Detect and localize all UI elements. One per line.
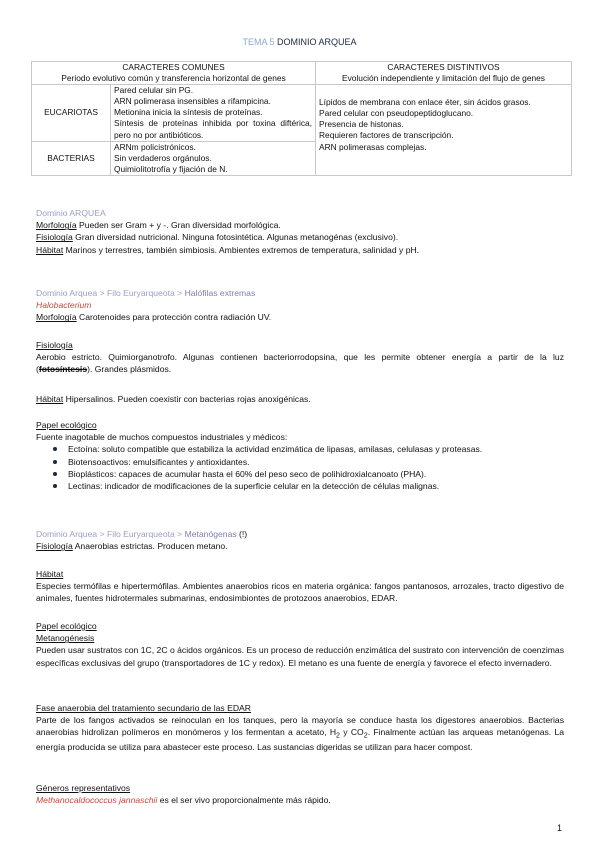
generos-label: Géneros representativos bbox=[36, 783, 131, 793]
header-common-subtitle: Periodo evolutivo común y transferencia horizontal de genes bbox=[61, 73, 286, 84]
papel-label: Papel ecológico bbox=[36, 420, 97, 430]
section-breadcrumb bbox=[36, 528, 564, 540]
fase-text-a: Parte de los fangos activados se reinoculan en los tanques, pero la mayoría se conduce hasta los digestores anaerobios. Bacterias anaerobias hidrolizan polímeros en monómeros y los fermentan a acetato, H bbox=[36, 715, 564, 738]
metanogenas-edar bbox=[36, 702, 564, 754]
trait-line: Quimiolitotrofía y fijación de N. bbox=[114, 163, 228, 174]
papel-text: Fuente inagotable de muchos compuestos industriales y médicos: bbox=[36, 432, 288, 443]
fisiologia-label: Fisiología bbox=[36, 340, 73, 350]
subscript: 2 bbox=[336, 732, 341, 741]
morfologia-line bbox=[36, 311, 564, 323]
trait-line: Síntesis de proteínas inhibida por toxina diftérica, pero no por antibióticos. bbox=[114, 118, 312, 140]
fase-text bbox=[36, 714, 564, 753]
habitat-text: Especies termófilas e hipertermófilas. Ambientes anaerobios ricos en materia orgánica: fangos pantanosos, arrozales, tracto digestivo de animales, fuentes hidrotermales submarinas, endosimbiontes de protozoos anaerobios, EDAR. bbox=[36, 581, 564, 604]
struck-word: fotosíntesis bbox=[38, 364, 88, 375]
halofilas-papel bbox=[36, 419, 564, 492]
generos-text bbox=[36, 794, 564, 806]
row-label-eucariotas: EUCARIOTAS bbox=[32, 85, 111, 141]
trait-line: Metionina inicia la síntesis de proteínas. bbox=[114, 107, 263, 118]
metanogenesis-text: Pueden usar sustratos con 1C, 2C o ácidos orgánicos. Es un proceso de reducción enzimática del sustrato con intervención de coenzimas específicas exclusivas del grupo (transportadores de 1C y redox). El metano es una fuente de energía y favorece el efecto invernadero. bbox=[36, 645, 564, 668]
header-common bbox=[32, 62, 316, 85]
morfologia-label: Morfología bbox=[36, 312, 77, 323]
list-item: Bioplásticos: capaces de acumular hasta el 60% del peso seco de polihidroxialcanoato (PHA). bbox=[53, 468, 564, 480]
species-name: Methanocaldococcus jannaschii bbox=[36, 795, 158, 806]
fisiologia-line bbox=[36, 231, 564, 243]
generos-text-body: es el ser vivo proporcionalmente más rápido. bbox=[157, 795, 331, 806]
fisiologia-text-a: Aerobio estricto. Quimiorganotrofo. Algunas contienen bacteriorrodopsina, que les permite obtener energía a partir de la luz ( bbox=[36, 352, 564, 375]
section-metanogenas bbox=[36, 528, 564, 552]
trait-line: Requieren factores de transcripción. bbox=[319, 130, 454, 141]
habitat-label: Hábitat bbox=[36, 394, 64, 404]
row-label-bacterias: BACTERIAS bbox=[32, 141, 111, 175]
fisiologia-line bbox=[36, 540, 564, 552]
papel-label: Papel ecológico bbox=[36, 621, 97, 631]
header-common-title: CARACTERES COMUNES bbox=[122, 62, 225, 72]
header-distinct-title: CARACTERES DISTINTIVOS bbox=[387, 62, 500, 72]
trait-line: ARNm policistrónicos. bbox=[114, 141, 196, 152]
fase-label: Fase anaerobia del tratamiento secundario de las EDAR bbox=[36, 703, 251, 713]
fisiologia-text: Anaerobias estrictas. Producen metano. bbox=[72, 541, 228, 552]
habitat-text: Hipersalinos. Pueden coexistir con bacterias rojas anoxigénicas. bbox=[63, 394, 311, 404]
habitat-text: Marinos y terrestres, también simbiosis. Ambientes extremos de temperatura, salinidad y pH. bbox=[63, 244, 420, 255]
morfologia-text: Pueden ser Gram + y -. Gran diversidad morfológica. bbox=[76, 220, 281, 231]
breadcrumb-current: Metanógenas bbox=[184, 529, 237, 539]
trait-line: ARN polimerasas complejas. bbox=[319, 141, 427, 152]
distinct-traits bbox=[316, 85, 572, 176]
breadcrumb-path: Dominio Arquea > Filo Euryarqueota > bbox=[36, 288, 185, 298]
fisiologia-label: Fisiología bbox=[36, 541, 73, 552]
bacterias-traits bbox=[111, 141, 316, 175]
fase-text-c: . Finalmente actúan las arqueas metanógenas. La energía producida se utiliza para abastecer este proceso. Las sustancias digeridas se utilizan para hacer compost. bbox=[36, 727, 565, 753]
list-item: Lectinas: indicador de modificaciones de la superficie celular en la detección de células malignas. bbox=[53, 480, 564, 492]
morfologia-label: Morfología bbox=[36, 220, 77, 231]
trait-line: Lípidos de membrana con enlace éter, sin ácidos grasos. bbox=[319, 97, 531, 108]
fisiologia-text: Gran diversidad nutricional. Ninguna fotosintética. Algunas metanogénas (exclusivo). bbox=[72, 232, 399, 243]
header-distinct bbox=[316, 62, 572, 85]
trait-line: Sin verdaderos orgánulos. bbox=[114, 152, 212, 163]
genus-name: Halobacterium bbox=[36, 300, 92, 311]
halofilas-fisiologia bbox=[36, 339, 564, 376]
metanogenas-papel bbox=[36, 620, 564, 669]
page-number: 1 bbox=[557, 823, 563, 833]
comparison-table bbox=[31, 61, 572, 176]
topic-title: DOMINIO ARQUEA bbox=[277, 37, 357, 47]
breadcrumb-path: Dominio Arquea > Filo Euryarqueota > bbox=[36, 529, 185, 539]
fase-text-b: y CO bbox=[340, 727, 364, 738]
breadcrumb-current: Halófilas extremas bbox=[184, 288, 256, 298]
breadcrumb-mark: (!) bbox=[236, 529, 248, 539]
header-distinct-subtitle: Evolución independiente y limitación del flujo de genes bbox=[342, 73, 545, 84]
trait-line: Pared celular con pseudopeptidoglucano. bbox=[319, 108, 474, 119]
habitat-label: Hábitat bbox=[36, 244, 64, 255]
compounds-list bbox=[36, 443, 564, 492]
section-breadcrumb bbox=[36, 287, 564, 299]
habitat-label: Hábitat bbox=[36, 569, 64, 579]
fisiologia-text-b: ). Grandes plásmidos. bbox=[87, 364, 172, 375]
morfologia-line bbox=[36, 219, 564, 231]
section-dominio-arquea bbox=[36, 207, 564, 256]
trait-line: Presencia de histonas. bbox=[319, 119, 404, 130]
list-item: Biotensoactivos: emulsificantes y antioxidantes. bbox=[53, 456, 564, 468]
morfologia-text: Carotenoides para protección contra radiación UV. bbox=[76, 312, 272, 323]
topic-number: TEMA 5 bbox=[242, 37, 275, 47]
metanogenas-habitat bbox=[36, 568, 564, 605]
fisiologia-label: Fisiología bbox=[36, 232, 73, 243]
metanogenesis-label: Metanogénesis bbox=[36, 633, 95, 644]
habitat-line bbox=[36, 244, 564, 256]
trait-line: ARN polimerasa insensibles a rifampicina. bbox=[114, 96, 271, 107]
halofilas-habitat bbox=[36, 393, 564, 405]
section-halofilas bbox=[36, 287, 564, 324]
fisiologia-text bbox=[36, 351, 564, 375]
metanogenas-generos bbox=[36, 782, 564, 806]
section-breadcrumb: Dominio ARQUEA bbox=[36, 208, 106, 218]
trait-line: Pared celular sin PG. bbox=[114, 85, 194, 96]
page-title bbox=[0, 36, 599, 49]
eucariotas-traits bbox=[111, 85, 316, 141]
subscript: 2 bbox=[363, 732, 368, 741]
list-item: Ectoína: soluto compatible que estabiliza la actividad enzimática de lipasas, amilasas, celulasas y proteasas. bbox=[53, 443, 564, 455]
